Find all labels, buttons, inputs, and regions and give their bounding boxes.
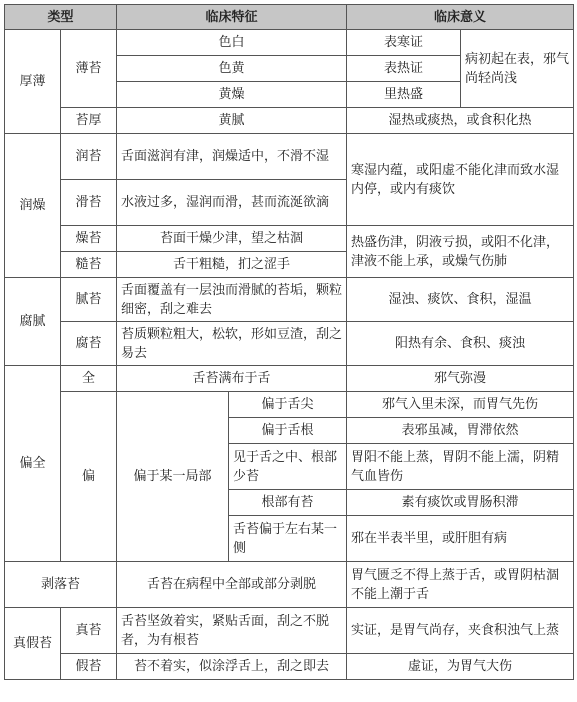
subtype-cao: 糙苔 (61, 252, 117, 278)
feature-cell: 舌苔满布于舌 (117, 366, 347, 392)
subfeature-cell: 偏于舌根 (229, 418, 347, 444)
meaning-cell: 邪在半表半里，或肝胆有病 (347, 516, 574, 562)
meaning-cell-wet: 寒湿内蕴，或阳虚不能化津而致水湿内停，或内有痰饮 (347, 134, 574, 226)
table-row (5, 608, 574, 654)
subtype-bo: 薄苔 (61, 30, 117, 108)
subtype-zhen: 真苔 (61, 608, 117, 654)
feature-cell: 舌面覆盖有一层浊而滑腻的苔垢，颗粒细密，刮之难去 (117, 278, 347, 322)
subtype-zao: 燥苔 (61, 226, 117, 252)
meaning-cell: 素有痰饮或胃肠积滞 (347, 490, 574, 516)
feature-cell: 黄燥 (117, 82, 347, 108)
meaning-cell-shared: 病初起在表，邪气尚轻尚浅 (461, 30, 574, 108)
table-row (5, 226, 574, 252)
tongue-coating-table (4, 4, 574, 680)
meaning-cell: 阳热有余、食积、痰浊 (347, 322, 574, 366)
table-row (5, 278, 574, 322)
subtype-run: 润苔 (61, 134, 117, 180)
header-type: 类型 (5, 5, 117, 30)
table-row (5, 134, 574, 180)
subtype-hua: 滑苔 (61, 180, 117, 226)
meaning-cell: 表邪虽减，胃滞依然 (347, 418, 574, 444)
meaning-cell: 实证，是胃气尚存，夹食积浊气上蒸 (347, 608, 574, 654)
table-row (5, 392, 574, 418)
feature-cell: 苔不着实，似涂浮舌上，刮之即去 (117, 654, 347, 680)
meaning-cell-dry: 热盛伤津，阴液亏损，或阳不化津，津液不能上承，或燥气伤肺 (347, 226, 574, 278)
subtype-jia: 假苔 (61, 654, 117, 680)
subtype-fu: 腐苔 (61, 322, 117, 366)
meaning-cell: 胃阳不能上蒸，胃阴不能上濡，阴精气血皆伤 (347, 444, 574, 490)
meaning-cell: 虚证，为胃气大伤 (347, 654, 574, 680)
subtype-quan: 全 (61, 366, 117, 392)
feature-cell: 色黄 (117, 56, 347, 82)
feature-cell: 苔质颗粒粗大，松软，形如豆渣，刮之易去 (117, 322, 347, 366)
header-row (5, 5, 574, 30)
feature-cell: 水液过多，湿润而滑，甚而流涎欲滴 (117, 180, 347, 226)
feature-cell: 黄腻 (117, 108, 347, 134)
subfeature-cell: 舌苔偏于左右某一侧 (229, 516, 347, 562)
meaning-cell: 邪气弥漫 (347, 366, 574, 392)
table-row (5, 30, 574, 56)
header-meaning: 临床意义 (347, 5, 574, 30)
feature-cell: 舌面滋润有津，润燥适中，不滑不湿 (117, 134, 347, 180)
feature-cell: 舌苔坚敛着实，紧贴舌面，刮之不脱者，为有根苔 (117, 608, 347, 654)
subfeature-cell: 见于舌之中、根部少苔 (229, 444, 347, 490)
feature-cell: 舌苔在病程中全部或部分剥脱 (117, 562, 347, 608)
meaning-cell: 表热证 (347, 56, 461, 82)
subtype-pian: 偏 (61, 392, 117, 562)
table-row (5, 562, 574, 608)
meaning-cell: 表寒证 (347, 30, 461, 56)
category-pianquan: 偏全 (5, 366, 61, 562)
subfeature-cell: 根部有苔 (229, 490, 347, 516)
category-zhenjia: 真假苔 (5, 608, 61, 680)
category-funi: 腐腻 (5, 278, 61, 366)
table-row (5, 108, 574, 134)
category-houbo: 厚薄 (5, 30, 61, 134)
table-row (5, 322, 574, 366)
table-row (5, 366, 574, 392)
meaning-cell: 邪气入里未深，而胃气先伤 (347, 392, 574, 418)
feature-cell: 苔面干燥少津，望之枯涸 (117, 226, 347, 252)
subfeature-cell: 偏于舌尖 (229, 392, 347, 418)
meaning-cell: 湿热或痰热，或食积化热 (347, 108, 574, 134)
feature-cell: 舌干粗糙，扪之涩手 (117, 252, 347, 278)
table-row (5, 654, 574, 680)
feature-cell: 色白 (117, 30, 347, 56)
header-feature: 临床特征 (117, 5, 347, 30)
subtype-hou: 苔厚 (61, 108, 117, 134)
category-boluo: 剥落苔 (5, 562, 117, 608)
meaning-cell: 里热盛 (347, 82, 461, 108)
category-runzao: 润燥 (5, 134, 61, 278)
feature-cell-pian: 偏于某一局部 (117, 392, 229, 562)
meaning-cell: 胃气匮乏不得上蒸于舌，或胃阴枯涸不能上潮于舌 (347, 562, 574, 608)
meaning-cell: 湿浊、痰饮、食积，湿温 (347, 278, 574, 322)
subtype-ni: 腻苔 (61, 278, 117, 322)
